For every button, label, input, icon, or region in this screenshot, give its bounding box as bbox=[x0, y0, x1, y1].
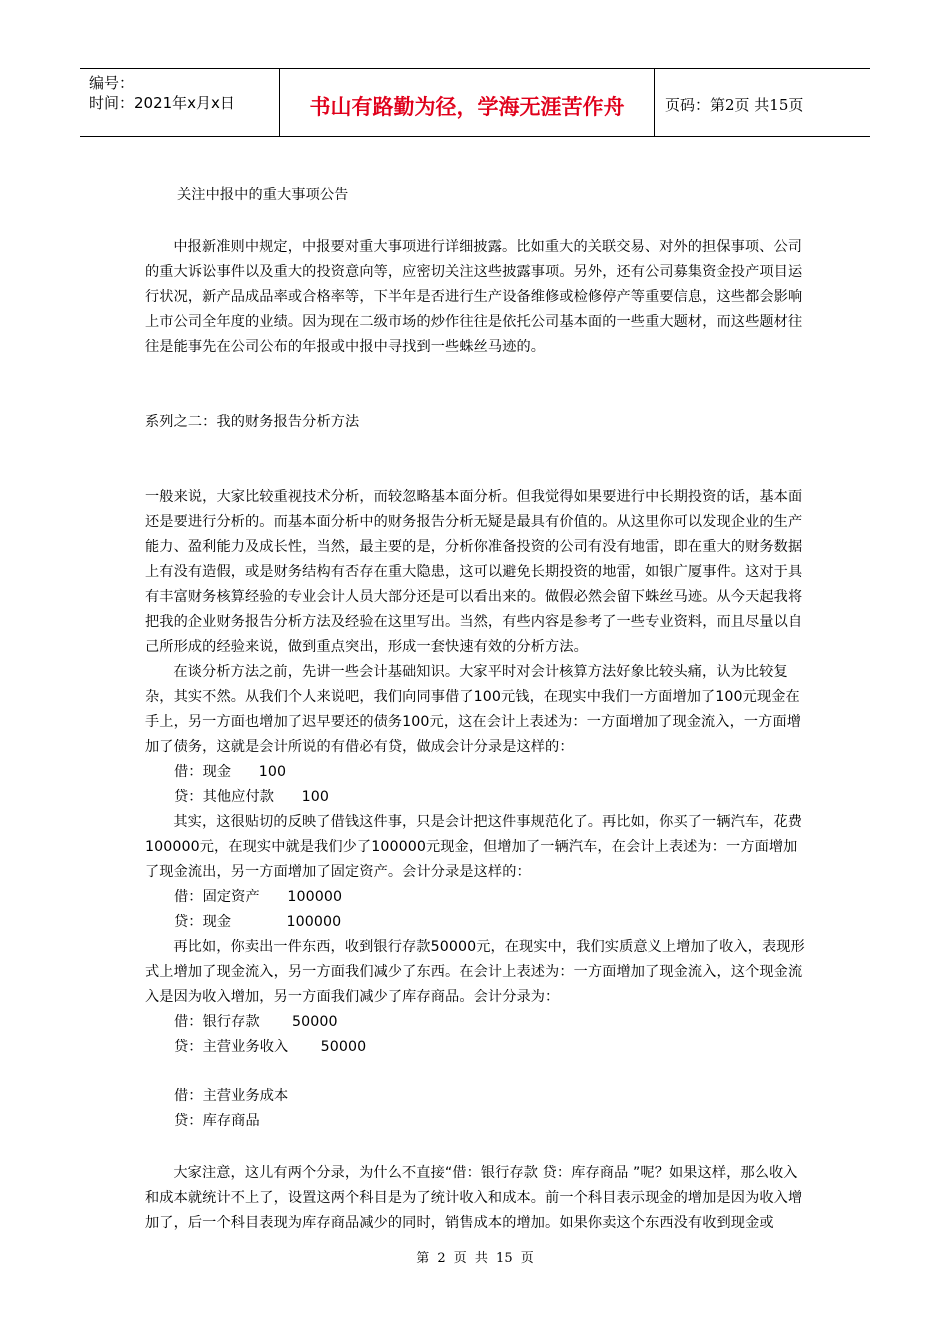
paragraph-major-events: 中报新准则中规定，中报要对重大事项进行详细披露。比如重大的关联交易、对外的担保事项、公司的重大诉讼事件以及重大的投资意向等，应密切关注这些披露事项。另外，还有公司募集资金投产项目运行状况，新产品成品率或合格率等，下半年是否进行生产设备维修或检修停产等重要信息，这些都会影响上市公司全年度的业绩。因为现在二级市场的炒作往往是依托公司基本面的一些重大题材，而这些题材往往是能事先在公司公布的年报或中报中寻找到一些蛛丝马迹的。 bbox=[145, 239, 803, 355]
document-body bbox=[145, 183, 810, 1236]
document-time-label: 时间：2021年x月x日 bbox=[89, 94, 235, 112]
section-title-series-two: 系列之二：我的财务报告分析方法 bbox=[145, 414, 360, 430]
journal-entry-credit: 贷：主营业务收入 50000 bbox=[174, 1039, 367, 1055]
header-meta bbox=[80, 69, 280, 136]
paragraph-fundamental-analysis: 一般来说，大家比较重视技术分析，而较忽略基本面分析。但我觉得如果要进行中长期投资的话，基本面还是要进行分析的。而基本面分析中的财务报告分析无疑是最具有价值的。从这里你可以发现企业的生产能力、盈利能力及成长性，当然，最主要的是，分析你准备投资的公司有没有地雷，即在重大的财务数据上有没有造假，或是财务结构有否存在重大隐患，这可以避免长期投资的地雷，如银广厦事件。这对于具有丰富财务核算经验的专业会计人员大部分还是可以看出来的。做假必然会留下蛛丝马迹。从今天起我将把我的企业财务报告分析方法及经验在这里写出。当然，有些内容是参考了一些专业资料，而且尽量以自己所形成的经验来说，做到重点突出，形成一套快速有效的分析方法。 bbox=[145, 489, 803, 655]
paragraph-accounting-basics: 在谈分析方法之前，先讲一些会计基础知识。大家平时对会计核算方法好象比较头痛，认为比较复杂，其实不然。从我们个人来说吧，我们向同事借了100元钱，在现实中我们一方面增加了100元现金在手上，另一方面也增加了迟早要还的债务100元，这在会计上表述为：一方面增加了现金流入，一方面增加了债务，这就是会计所说的有借必有贷，做成会计分录是这样的： bbox=[145, 664, 802, 755]
header-page-info: 页码：第2页 共15页 bbox=[665, 96, 804, 114]
header-motto: 书山有路勤为径，学海无涯苦作舟 bbox=[280, 69, 655, 136]
journal-entry-credit: 贷：库存商品 bbox=[174, 1113, 260, 1129]
page-header bbox=[80, 68, 870, 137]
journal-entry-debit: 借：现金 100 bbox=[174, 764, 287, 780]
journal-entry-debit: 借：主营业务成本 bbox=[174, 1088, 289, 1104]
document-number-label: 编号： bbox=[89, 74, 135, 92]
paragraph-car-example: 其实，这很贴切的反映了借钱这件事，只是会计把这件事规范化了。再比如，你买了一辆汽车，花费100000元，在现实中就是我们少了100000元现金，但增加了一辆汽车，在会计上表述为：一方面增加了现金流出，另一方面增加了固定资产。会计分录是这样的： bbox=[145, 814, 803, 880]
page-footer: 第 2 页 共 15 页 bbox=[416, 1251, 534, 1266]
journal-entry-debit: 借：银行存款 50000 bbox=[174, 1014, 338, 1030]
paragraph-two-entries: 大家注意，这儿有两个分录，为什么不直接“借：银行存款 贷：库存商品 ”呢？如果这样，那么收入和成本就统计不上了，设置这两个科目是为了统计收入和成本。前一个科目表示现金的增加是因为收入增加了，后一个科目表现为库存商品减少的同时，销售成本的增加。如果你卖这个东西没有收到现金或 bbox=[145, 1165, 803, 1231]
journal-entry-credit: 贷：现金 100000 bbox=[174, 914, 342, 930]
paragraph-sale-example: 再比如，你卖出一件东西，收到银行存款50000元，在现实中，我们实质意义上增加了收入，表现形式上增加了现金流入，另一方面我们减少了东西。在会计上表述为：一方面增加了现金流入，这个现金流入是因为收入增加，另一方面我们减少了库存商品。会计分录为： bbox=[145, 939, 805, 1005]
journal-entry-debit: 借：固定资产 100000 bbox=[174, 889, 343, 905]
journal-entry-credit: 贷：其他应付款 100 bbox=[174, 789, 330, 805]
section-title-major-events: 关注中报中的重大事项公告 bbox=[177, 187, 349, 203]
